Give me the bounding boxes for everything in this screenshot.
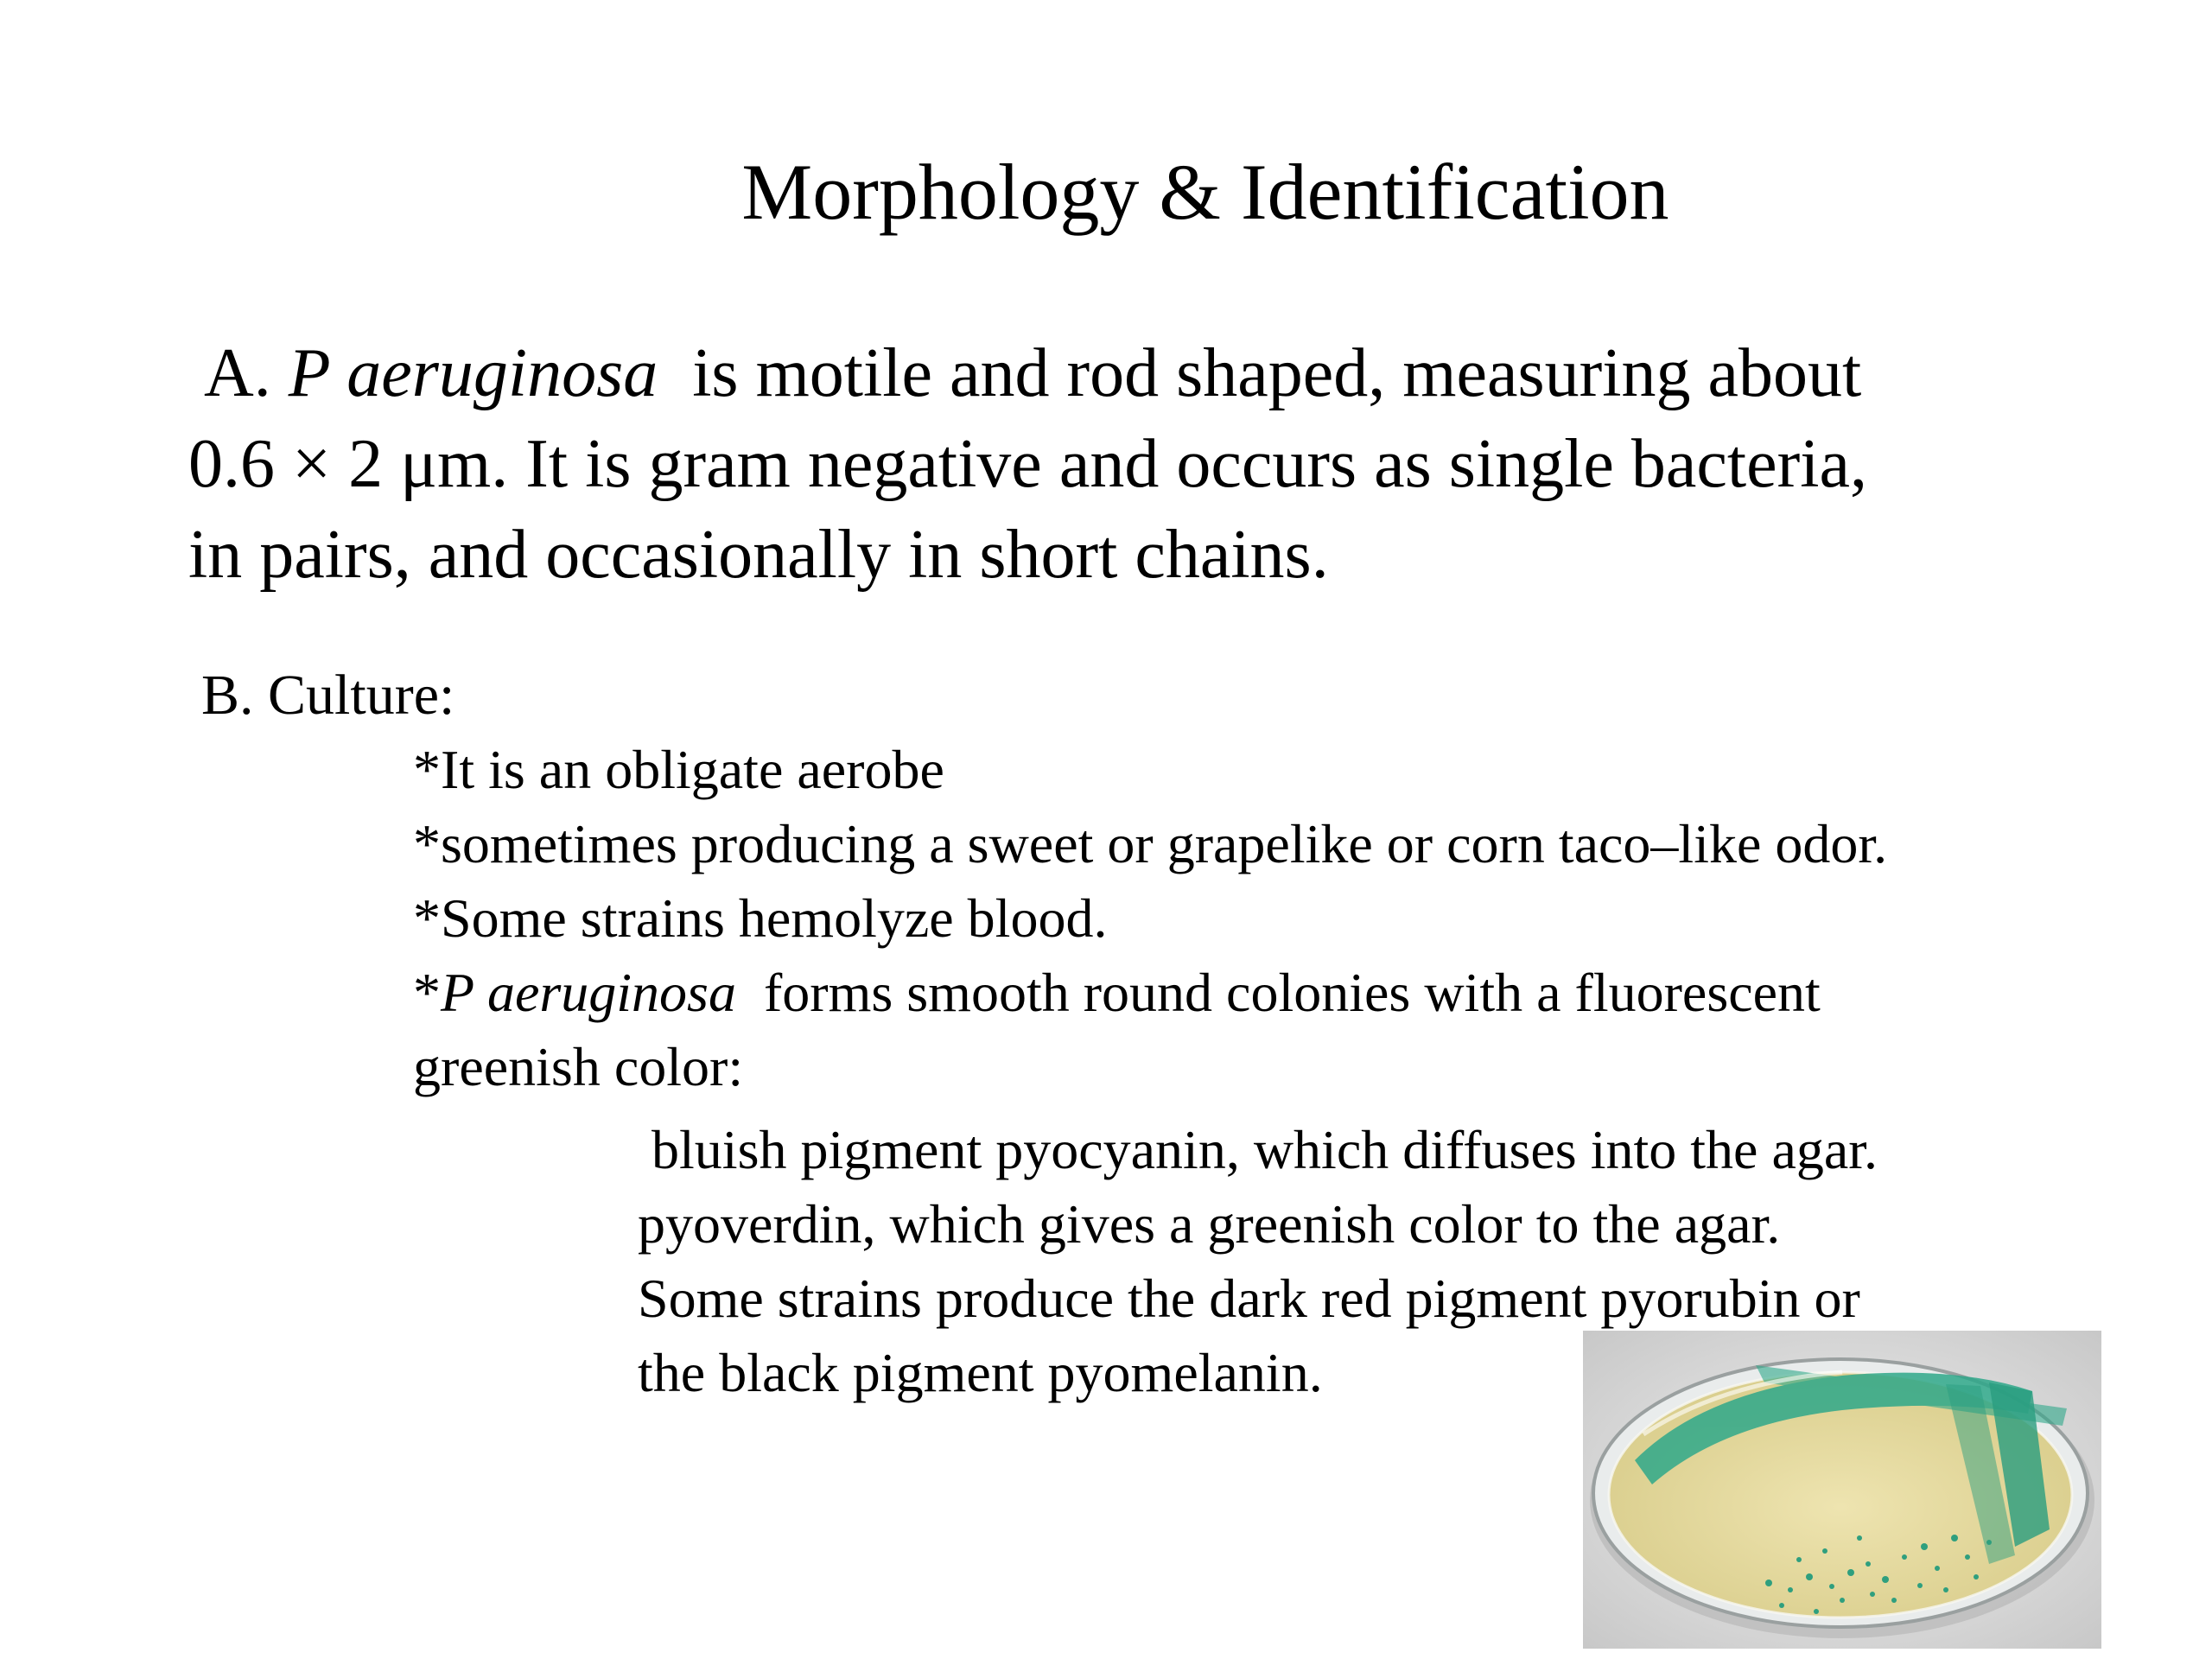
section-a-paragraph: [188, 328, 2141, 601]
section-b-heading: B. Culture:: [201, 664, 455, 727]
section-a-line-1: [188, 328, 2141, 419]
bullet-colonies-rest: forms smooth round colonies with a fluorescent: [735, 962, 1821, 1023]
bullet-colonies-continued: greenish color:: [413, 1036, 744, 1097]
section-a-line-3: in pairs, and occasionally in short chains.: [188, 517, 1329, 593]
agar-plate-illustration: [1583, 1331, 2101, 1649]
agar-plate-photo: [1583, 1331, 2101, 1649]
bullet-colonies: [413, 956, 1887, 1030]
section-a-marker: A.: [204, 335, 289, 411]
slide-title: Morphology & Identification: [741, 148, 1669, 236]
pigment-pyoverdin: pyoverdin, which gives a greenish color to the agar.: [638, 1193, 1781, 1255]
pigment-pyomelanin: the black pigment pyomelanin.: [638, 1342, 1323, 1403]
bullet-colonies-organism: P aeruginosa: [441, 962, 736, 1023]
organism-name: P aeruginosa: [288, 335, 658, 411]
pigment-pyocyanin: bluish pigment pyocyanin, which diffuses into the agar.: [652, 1119, 1878, 1180]
pigment-pyorubin: Some strains produce the dark red pigment pyorubin or: [638, 1268, 1860, 1329]
bullet-colonies-prefix: *: [413, 962, 441, 1023]
bullet-odor: *sometimes producing a sweet or grapelike or corn taco–like odor.: [413, 813, 1888, 874]
culture-bullets: [413, 733, 1887, 1104]
bullet-hemolyze: *Some strains hemolyze blood.: [413, 887, 1108, 949]
section-a-line-2: 0.6 × 2 μm. It is gram negative and occurs as single bacteria,: [188, 426, 1867, 502]
section-a-line-1-rest: is motile and rod shaped, measuring about: [658, 335, 1862, 411]
bullet-aerobe: *It is an obligate aerobe: [413, 739, 944, 800]
